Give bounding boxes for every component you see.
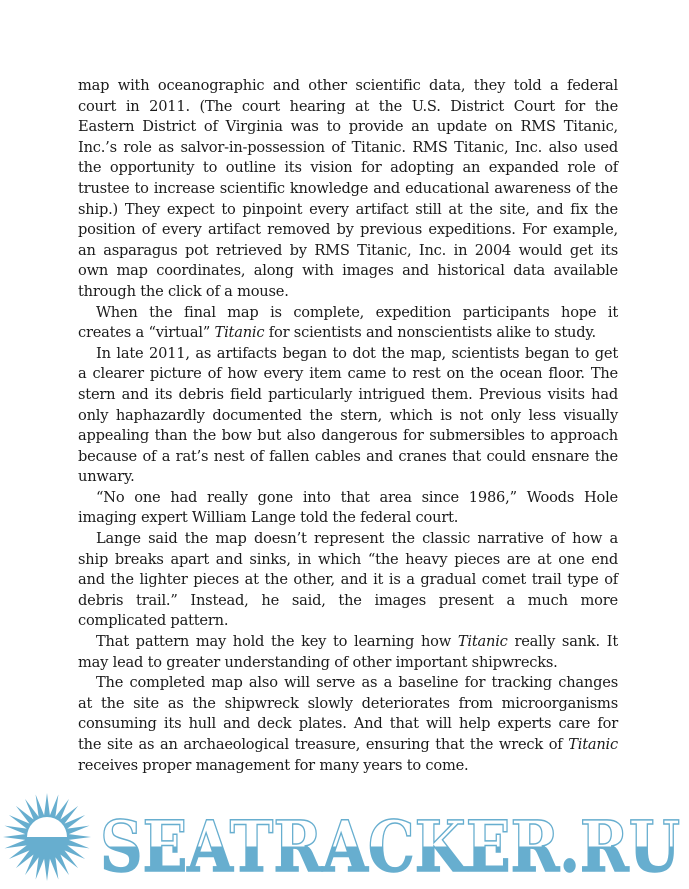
text-line xyxy=(78,220,618,241)
text-line xyxy=(78,653,618,674)
text-segment: appealing than the bow but also dangerous for submersibles to approach xyxy=(78,427,618,445)
text-line xyxy=(78,364,618,385)
paragraph xyxy=(78,76,618,303)
text-line xyxy=(78,611,618,632)
text-segment: debris trail.” Instead, he said, the images present a much more xyxy=(78,591,618,609)
text-line xyxy=(78,158,618,179)
text-segment: and the lighter pieces at the other, and it is a gradual comet trail type of xyxy=(78,571,618,589)
paragraph xyxy=(78,344,618,488)
text-segment: at the site as the shipwreck slowly deteriorates from microorganisms xyxy=(78,694,618,712)
watermark-logo xyxy=(0,785,689,885)
text-line xyxy=(78,303,618,324)
italic-text: Titanic xyxy=(568,736,618,753)
text-line xyxy=(78,632,618,653)
text-line xyxy=(78,179,618,200)
text-segment: own map coordinates, along with images and historical data available xyxy=(78,262,618,280)
text-line xyxy=(78,508,618,529)
text-segment: creates a “virtual” xyxy=(78,324,215,342)
text-line xyxy=(78,344,618,365)
text-segment: imaging expert William Lange told the federal court. xyxy=(78,509,459,527)
text-line xyxy=(78,282,618,303)
text-line xyxy=(78,426,618,447)
text-line xyxy=(78,406,618,427)
text-segment: unwary. xyxy=(78,468,135,486)
text-segment: because of a rat’s nest of fallen cables and cranes that could ensnare the xyxy=(78,447,618,465)
italic-text: Titanic xyxy=(214,324,265,342)
text-line xyxy=(78,76,618,97)
text-line xyxy=(78,488,618,509)
text-line xyxy=(78,529,618,550)
text-line xyxy=(78,261,618,282)
text-line xyxy=(78,467,618,488)
text-segment: receives proper management for many years to come. xyxy=(78,756,469,774)
text-segment: “No one had really gone into that area since 1986,” Woods Hole xyxy=(96,488,618,506)
paragraph xyxy=(78,673,618,776)
text-segment: complicated pattern. xyxy=(78,612,229,630)
sun-icon xyxy=(3,793,91,881)
paragraph xyxy=(78,488,618,529)
paragraph xyxy=(78,529,618,632)
text-segment: trustee to increase scientific knowledge and educational awareness of the xyxy=(78,179,618,197)
text-line xyxy=(78,550,618,571)
text-line xyxy=(78,694,618,715)
text-segment: ship.) They expect to pinpoint every artifact still at the site, and fix the xyxy=(78,200,618,218)
text-segment: really sank. It xyxy=(507,633,618,651)
text-segment: court in 2011. (The court hearing at the U.S. District Court for the xyxy=(78,97,618,115)
text-line xyxy=(78,323,618,344)
text-segment: an asparagus pot retrieved by RMS Titanic, Inc. in 2004 would get its xyxy=(78,241,618,259)
text-segment: through the click of a mouse. xyxy=(78,282,289,300)
text-segment: only haphazardly documented the stern, which is not only less visually xyxy=(78,406,618,424)
paragraph xyxy=(78,632,618,673)
text-segment: consuming its hull and deck plates. And that will help experts care for xyxy=(78,715,618,733)
text-segment: the site as an archaeological treasure, ensuring that the wreck of xyxy=(78,736,569,753)
text-line xyxy=(78,591,618,612)
text-line xyxy=(78,714,618,735)
text-segment: may lead to greater understanding of other important shipwrecks. xyxy=(78,653,558,671)
text-line xyxy=(78,673,618,694)
text-segment: When the final map is complete, expedition participants hope it xyxy=(96,303,618,321)
text-segment: stern and its debris field particularly intrigued them. Previous visits had xyxy=(78,385,618,403)
watermark-text: SEATRACKER.RU xyxy=(100,805,680,885)
text-line xyxy=(78,735,618,756)
text-segment: position of every artifact removed by previous expeditions. For example, xyxy=(78,221,618,239)
text-line xyxy=(78,447,618,468)
text-segment: The completed map also will serve as a baseline for tracking changes xyxy=(96,674,618,692)
text-line xyxy=(78,138,618,159)
text-segment: In late 2011, as artifacts began to dot the map, scientists began to get xyxy=(96,344,618,362)
paragraph xyxy=(78,303,618,344)
italic-text: Titanic xyxy=(457,633,508,651)
text-segment: the opportunity to outline its vision for adopting an expanded role of xyxy=(78,159,618,177)
text-segment: Lange said the map doesn’t represent the classic narrative of how a xyxy=(96,530,618,548)
text-line xyxy=(78,200,618,221)
text-segment: map with oceanographic and other scientific data, they told a federal xyxy=(78,77,618,94)
text-segment: Eastern District of Virginia was to provide an update on RMS Titanic, xyxy=(78,118,618,136)
text-line xyxy=(78,97,618,118)
text-line xyxy=(78,570,618,591)
text-segment: for scientists and nonscientists alike to study. xyxy=(264,324,596,342)
text-line xyxy=(78,756,618,777)
text-segment: Inc.’s role as salvor-in-possession of Titanic. RMS Titanic, Inc. also used xyxy=(78,138,618,156)
body-text xyxy=(78,76,618,776)
text-line xyxy=(78,241,618,262)
text-segment: ship breaks apart and sinks, in which “the heavy pieces are at one end xyxy=(78,550,618,568)
text-line xyxy=(78,117,618,138)
text-segment: a clearer picture of how every item came to rest on the ocean floor. The xyxy=(78,365,618,383)
text-segment: That pattern may hold the key to learning how xyxy=(96,633,458,651)
text-line xyxy=(78,385,618,406)
